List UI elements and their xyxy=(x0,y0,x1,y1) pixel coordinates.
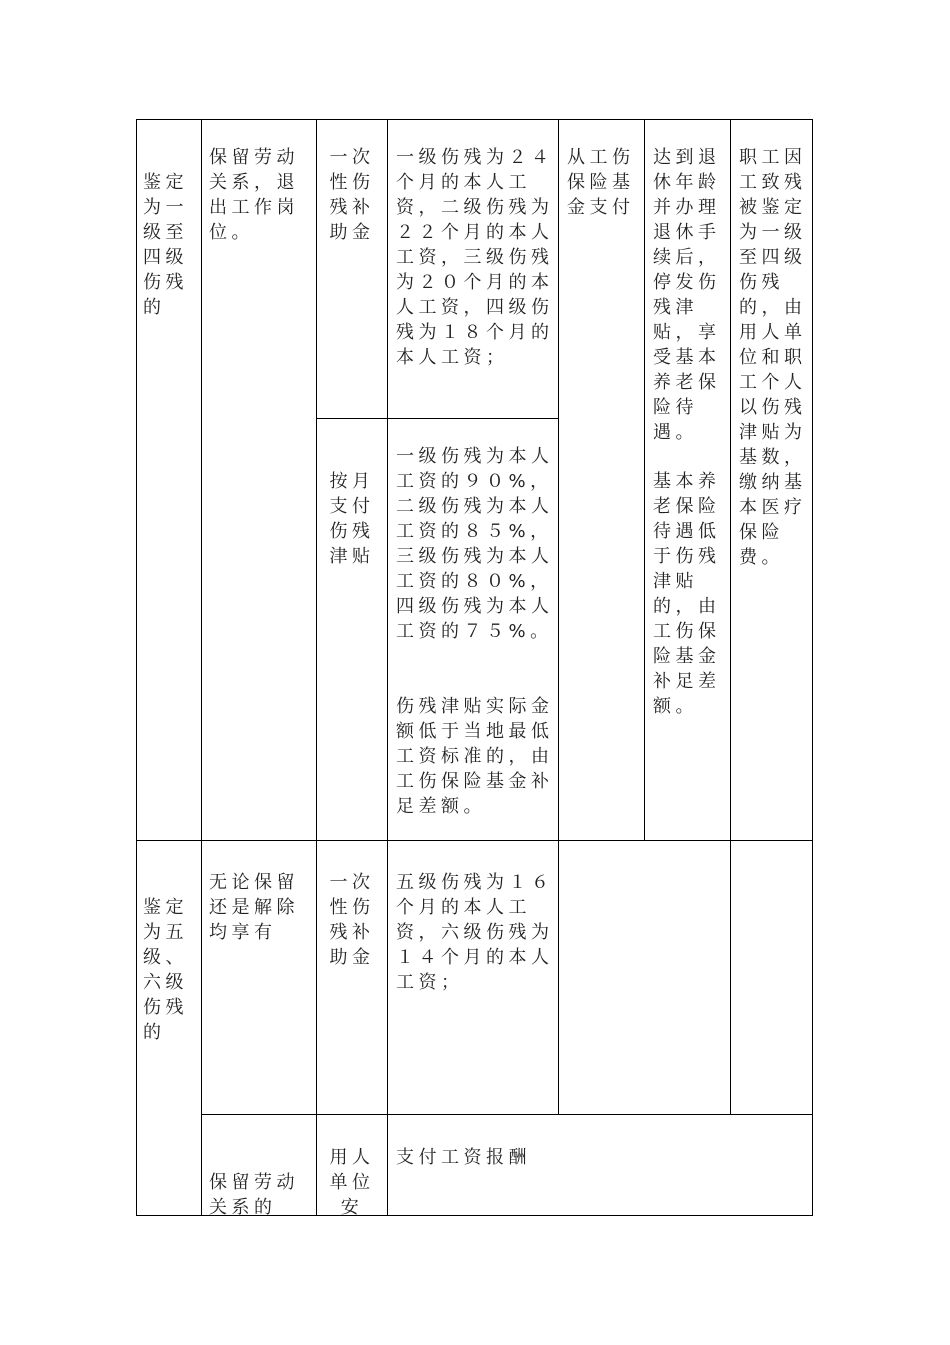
relation-cell: 保留劳动关系的 xyxy=(209,1172,299,1218)
column-divider xyxy=(201,119,202,1216)
table-border-top xyxy=(136,119,813,120)
column-divider xyxy=(387,119,388,1216)
column-divider xyxy=(644,119,645,841)
row-divider xyxy=(201,1114,813,1115)
benefit-standard-cell: 五级伤残为１６个月的本人工资，六级伤残为１４个月的本人工资； xyxy=(396,872,554,993)
condition-cell: 鉴定为五级、六级伤残的 xyxy=(143,897,188,1043)
benefit-type-cell: 一次性伤残补助金 xyxy=(329,872,375,968)
retirement-cell: 达到退休年龄并办理退休手续后，停发伤残津贴，享受基本养老保险待遇。 xyxy=(653,147,721,443)
relation-cell: 保留劳动关系，退出工作岗位。 xyxy=(209,147,299,243)
medical-insurance-cell: 职工因工致残被鉴定为一级至四级伤残的，由用人单位和职工个人以伤残津贴为基数，缴纳基本医疗保险费。 xyxy=(739,147,807,568)
column-divider xyxy=(730,119,731,1115)
payment-source-cell: 从工伤保险基金支付 xyxy=(567,147,635,218)
benefit-note: 伤残津贴实际金额低于当地最低工资标准的，由工伤保险基金补足差额。 xyxy=(396,696,554,817)
benefit-type-cell: 一次性伤残补助金 xyxy=(329,147,375,243)
table-border-right xyxy=(812,119,813,1216)
benefit-standard-cell: 一级伤残为２４个月的本人工资，二级伤残为２２个月的本人工资，三级伤残为２０个月的本人工资，四级伤残为１８个月的本人工资； xyxy=(396,147,554,368)
retirement-note: 基本养老保险待遇低于伤残津贴的，由工伤保险基金补足差额。 xyxy=(653,471,721,717)
benefit-standard-cell: 支付工资报酬 xyxy=(396,1147,531,1168)
benefit-standard-cell: 一级伤残为本人工资的９０%，二级伤残为本人工资的８５%，三级伤残为本人工资的８０%，四级伤残为本人工资的７５%。 xyxy=(396,446,554,642)
relation-cell: 无论保留还是解除均享有 xyxy=(209,872,299,943)
row-divider xyxy=(316,418,559,419)
benefit-type-cell: 按月支付伤残津贴 xyxy=(329,471,375,567)
benefit-type-cell: 用人单位安 xyxy=(329,1147,375,1218)
column-divider xyxy=(558,119,559,1115)
condition-cell: 鉴定为一级至四级伤残的 xyxy=(143,172,188,318)
row-divider xyxy=(136,840,813,841)
column-divider xyxy=(316,119,317,1216)
table-border-left xyxy=(136,119,137,1216)
